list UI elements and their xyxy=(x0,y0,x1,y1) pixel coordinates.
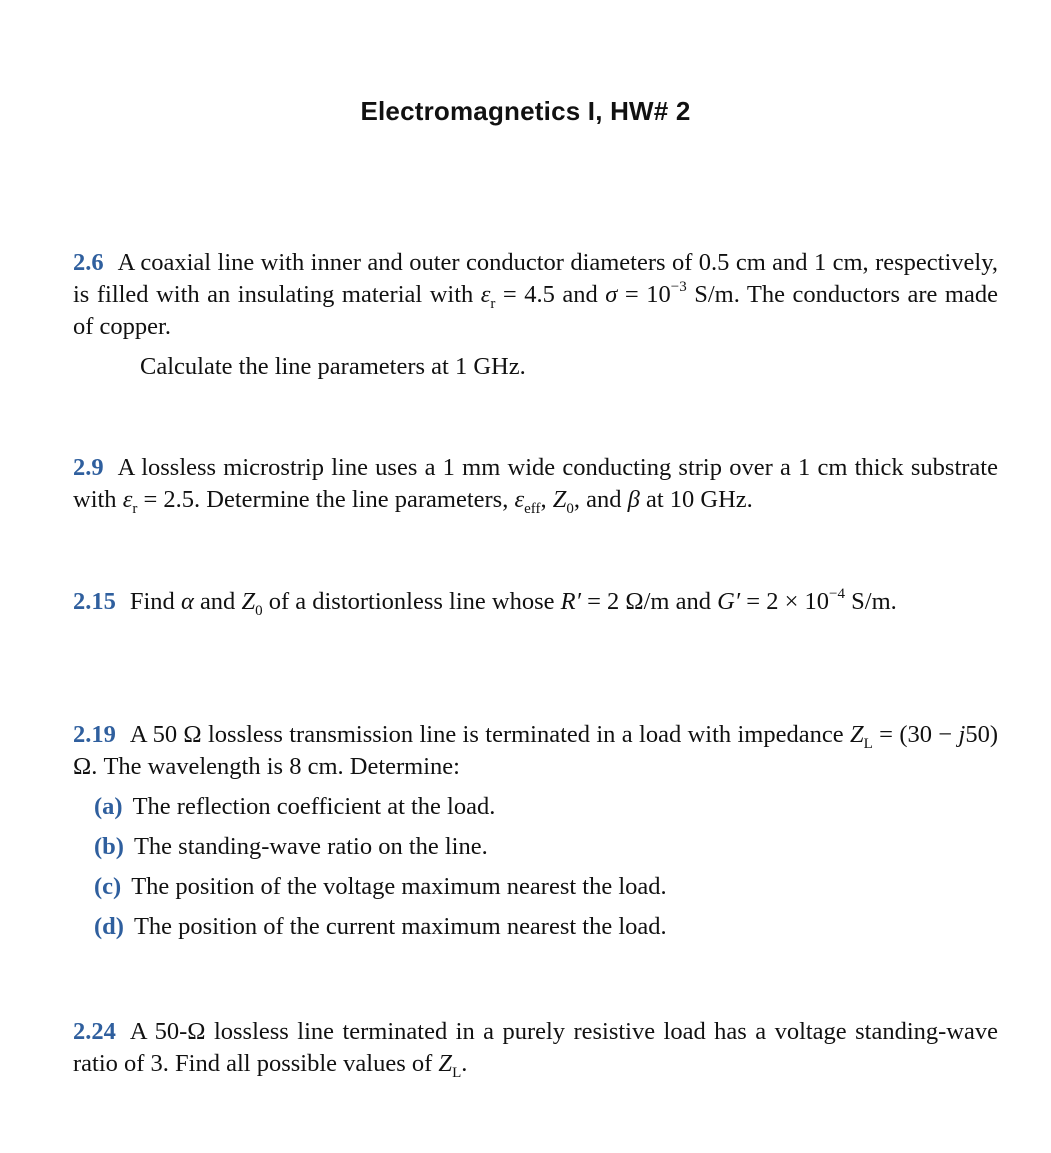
problem-2-24 xyxy=(73,1016,998,1080)
problem-subtext: Calculate the line parameters at 1 GHz. xyxy=(140,353,526,380)
problem-number: 2.6 xyxy=(73,249,104,276)
page-title: Electromagnetics I, HW# 2 xyxy=(360,96,691,126)
part-a xyxy=(94,791,495,823)
subscript: eff xyxy=(524,500,541,517)
problem-text: = 2.5. Determine the line parameters, xyxy=(137,486,515,513)
problem-text: A coaxial line with inner and outer conductor diameters of 0.5 cm and 1 cm, respectively, is filled with an insulating material with xyxy=(73,249,998,308)
problem-text: at 10 GHz. xyxy=(639,486,753,513)
symbol-r-prime: R′ xyxy=(560,588,581,615)
symbol-z: Z xyxy=(241,588,256,615)
problem-text: , and xyxy=(573,486,628,513)
subscript: L xyxy=(863,735,873,752)
problem-text: S/m. xyxy=(845,588,897,615)
problem-text: . xyxy=(461,1050,468,1077)
problem-number: 2.9 xyxy=(73,454,104,481)
problem-text: of a distortionless line whose xyxy=(262,588,561,615)
problem-text: S/m. The conductors are made of copper. xyxy=(73,281,998,340)
problem-text: A 50-Ω lossless line terminated in a purely resistive load has a voltage standing-wave ratio of 3. Find all possible values of xyxy=(73,1018,998,1077)
symbol-z: Z xyxy=(849,721,864,748)
symbol-sigma: σ xyxy=(605,281,618,308)
symbol-g-prime: G′ xyxy=(717,588,741,615)
part-text: The position of the voltage maximum nearest the load. xyxy=(131,873,667,900)
part-letter: (a) xyxy=(94,793,123,820)
part-text: The standing-wave ratio on the line. xyxy=(133,833,488,860)
problem-text: 50) Ω. The wavelength is 8 cm. Determine: xyxy=(73,721,998,780)
problem-number: 2.15 xyxy=(73,588,116,615)
symbol-j: j xyxy=(958,721,966,748)
problem-text: Find xyxy=(129,588,181,615)
subscript: 0 xyxy=(255,602,263,619)
problem-number: 2.19 xyxy=(73,721,116,748)
problem-text: = 2 Ω/m and xyxy=(580,588,718,615)
superscript: −3 xyxy=(670,278,687,295)
problem-text: , xyxy=(540,486,553,513)
symbol-epsilon: ε xyxy=(122,486,133,513)
problem-text: = 2 × 10 xyxy=(740,588,830,615)
problem-text: and xyxy=(193,588,242,615)
problem-2-9 xyxy=(73,452,998,516)
problem-text: = 4.5 and xyxy=(495,281,606,308)
problem-2-6 xyxy=(73,247,998,343)
problem-2-15 xyxy=(73,586,998,618)
part-text: The reflection coefficient at the load. xyxy=(132,793,496,820)
problem-number: 2.24 xyxy=(73,1018,116,1045)
problem-text: = 10 xyxy=(617,281,671,308)
problem-text: A 50 Ω lossless transmission line is terminated in a load with impedance xyxy=(129,721,850,748)
part-c xyxy=(94,871,667,903)
problem-2-19 xyxy=(73,719,998,783)
subscript: r xyxy=(490,295,496,312)
symbol-epsilon: ε xyxy=(514,486,525,513)
subscript: 0 xyxy=(566,500,574,517)
subscript: L xyxy=(452,1064,462,1081)
superscript: −4 xyxy=(829,585,846,602)
part-letter: (b) xyxy=(94,833,124,860)
subscript: r xyxy=(132,500,138,517)
part-b xyxy=(94,831,488,863)
part-d xyxy=(94,911,667,943)
part-text: The position of the current maximum nearest the load. xyxy=(133,913,667,940)
symbol-alpha: α xyxy=(180,588,194,615)
symbol-epsilon: ε xyxy=(480,281,491,308)
symbol-z: Z xyxy=(438,1050,453,1077)
symbol-beta: β xyxy=(627,486,640,513)
part-letter: (d) xyxy=(94,913,124,940)
symbol-z: Z xyxy=(552,486,567,513)
problem-text: = (30 − xyxy=(872,721,959,748)
problem-text: A lossless microstrip line uses a 1 mm wide conducting strip over a 1 cm thick substrate with xyxy=(73,454,998,513)
part-letter: (c) xyxy=(94,873,122,900)
